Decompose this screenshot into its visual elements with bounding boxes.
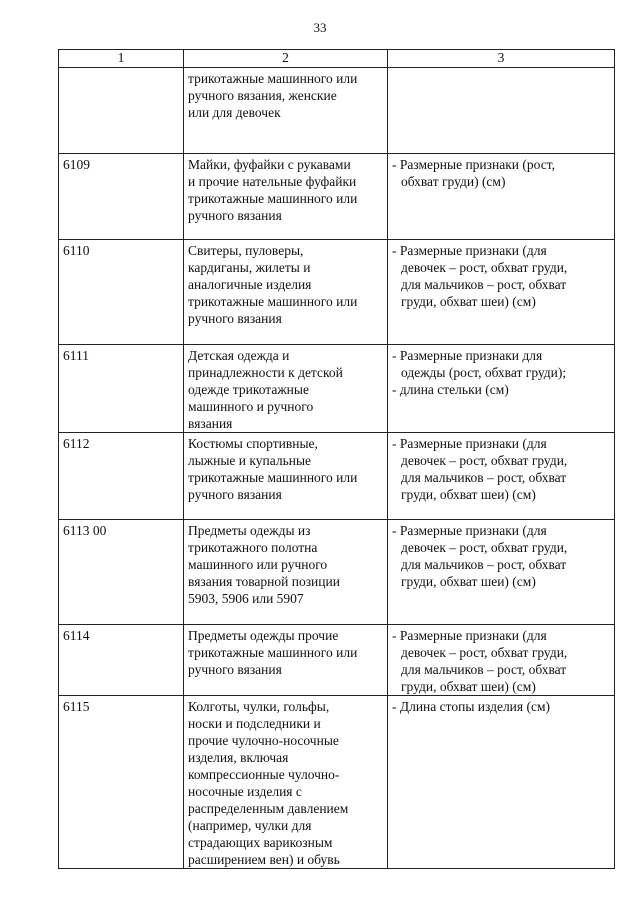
table-row: [59, 520, 615, 625]
attribute-line: - длина стельки (см): [392, 382, 509, 397]
description-line: одежде трикотажные: [188, 382, 309, 397]
description-line: машинного и ручного: [188, 399, 314, 414]
description-line: Колготы, чулки, гольфы,: [188, 699, 330, 714]
attribute-item: [392, 347, 610, 381]
product-description-cell: [184, 696, 388, 869]
description-line: страдающих варикозным: [188, 835, 333, 850]
page-number: 33: [313, 20, 327, 35]
tnved-code-cell: 6110: [59, 240, 184, 345]
description-line: носочные изделия с: [188, 784, 302, 799]
attribute-line: груди, обхват шеи) (см): [401, 679, 536, 694]
description-line: компрессионные чулочно-: [188, 767, 340, 782]
attribute-line: груди, обхват шеи) (см): [401, 487, 536, 502]
attribute-line: одежды (рост, обхват груди);: [401, 365, 567, 380]
product-description-cell: [184, 68, 388, 154]
description-line: ручного вязания: [188, 662, 282, 677]
description-line: ручного вязания: [188, 487, 282, 502]
description-line: изделия, включая: [188, 750, 289, 765]
size-attributes-cell: [388, 520, 615, 625]
size-attributes-cell: [388, 696, 615, 869]
description-line: трикотажные машинного или: [188, 470, 358, 485]
attribute-line: - Размерные признаки (для: [392, 523, 547, 538]
attribute-line: девочек – рост, обхват груди,: [401, 540, 568, 555]
table-row: [59, 154, 615, 240]
attribute-line: девочек – рост, обхват груди,: [401, 453, 568, 468]
attribute-line: - Размерные признаки (для: [392, 436, 547, 451]
size-attributes-cell: [388, 433, 615, 520]
description-line: лыжные и купальные: [188, 453, 312, 468]
attribute-line: для мальчиков – рост, обхват: [401, 557, 567, 572]
attribute-line: для мальчиков – рост, обхват: [401, 277, 567, 292]
description-line: Свитеры, пуловеры,: [188, 243, 304, 258]
description-line: ручного вязания: [188, 311, 282, 326]
attribute-line: груди, обхват шеи) (см): [401, 574, 536, 589]
attribute-line: - Размерные признаки (для: [392, 243, 547, 258]
description-line: трикотажного полотна: [188, 540, 318, 555]
table-row: [59, 696, 615, 869]
description-line: принадлежности к детской: [188, 365, 343, 380]
attribute-item: [392, 698, 610, 715]
attribute-item: [392, 435, 610, 503]
column-header-3: 3: [388, 50, 615, 68]
description-line: ручного вязания: [188, 208, 282, 223]
attribute-item: [392, 242, 610, 310]
size-attributes-cell: [388, 240, 615, 345]
tnved-code-cell: 6113 00: [59, 520, 184, 625]
table-row: [59, 433, 615, 520]
table-row: [59, 68, 615, 154]
attribute-line: девочек – рост, обхват груди,: [401, 645, 568, 660]
description-line: трикотажные машинного или: [188, 191, 358, 206]
description-line: кардиганы, жилеты и: [188, 260, 311, 275]
attribute-item: [392, 627, 610, 695]
attribute-line: для мальчиков – рост, обхват: [401, 662, 567, 677]
description-line: трикотажные машинного или: [188, 71, 358, 86]
tnved-code-cell: [59, 68, 184, 154]
attribute-item: [392, 381, 610, 398]
description-line: машинного или ручного: [188, 557, 328, 572]
tnved-code-cell: 6114: [59, 625, 184, 696]
attribute-line: - Размерные признаки (рост,: [392, 157, 555, 172]
attribute-item: [392, 156, 610, 190]
description-line: ручного вязания, женские: [188, 88, 337, 103]
table-row: [59, 625, 615, 696]
table-row: [59, 240, 615, 345]
attribute-line: - Размерные признаки (для: [392, 628, 547, 643]
product-description-cell: [184, 433, 388, 520]
product-description-cell: [184, 240, 388, 345]
description-line: Костюмы спортивные,: [188, 436, 318, 451]
description-line: 5903, 5906 или 5907: [188, 591, 304, 606]
description-line: Майки, фуфайки с рукавами: [188, 157, 351, 172]
attribute-line: девочек – рост, обхват груди,: [401, 260, 568, 275]
product-description-cell: [184, 154, 388, 240]
description-line: распределенным давлением: [188, 801, 349, 816]
attribute-line: обхват груди) (см): [401, 174, 506, 189]
attribute-line: груди, обхват шеи) (см): [401, 294, 536, 309]
tnved-code-cell: 6112: [59, 433, 184, 520]
description-line: и прочие нательные фуфайки: [188, 174, 357, 189]
description-line: Детская одежда и: [188, 348, 290, 363]
description-line: носки и подследники и: [188, 716, 321, 731]
product-description-cell: [184, 520, 388, 625]
attribute-line: - Длина стопы изделия (см): [392, 699, 551, 714]
description-line: Предметы одежды из: [188, 523, 311, 538]
goods-table: [58, 49, 615, 869]
description-line: трикотажные машинного или: [188, 645, 358, 660]
size-attributes-cell: [388, 625, 615, 696]
attribute-line: для мальчиков – рост, обхват: [401, 470, 567, 485]
description-line: вязания товарной позиции: [188, 574, 340, 589]
description-line: трикотажные машинного или: [188, 294, 358, 309]
description-line: расширением вен) и обувь: [188, 852, 340, 867]
attribute-item: [392, 522, 610, 590]
table-row: [59, 345, 615, 433]
description-line: (например, чулки для: [188, 818, 312, 833]
size-attributes-cell: [388, 345, 615, 433]
description-line: аналогичные изделия: [188, 277, 312, 292]
tnved-code-cell: 6115: [59, 696, 184, 869]
product-description-cell: [184, 345, 388, 433]
size-attributes-cell: [388, 154, 615, 240]
description-line: Предметы одежды прочие: [188, 628, 339, 643]
tnved-code-cell: 6109: [59, 154, 184, 240]
column-header-2: 2: [184, 50, 388, 68]
size-attributes-cell: [388, 68, 615, 154]
tnved-code-cell: 6111: [59, 345, 184, 433]
header-row: [59, 50, 615, 68]
column-header-1: 1: [59, 50, 184, 68]
description-line: или для девочек: [188, 105, 281, 120]
attribute-line: - Размерные признаки для: [392, 348, 543, 363]
description-line: прочие чулочно-носочные: [188, 733, 339, 748]
product-description-cell: [184, 625, 388, 696]
description-line: вязания: [188, 416, 233, 431]
